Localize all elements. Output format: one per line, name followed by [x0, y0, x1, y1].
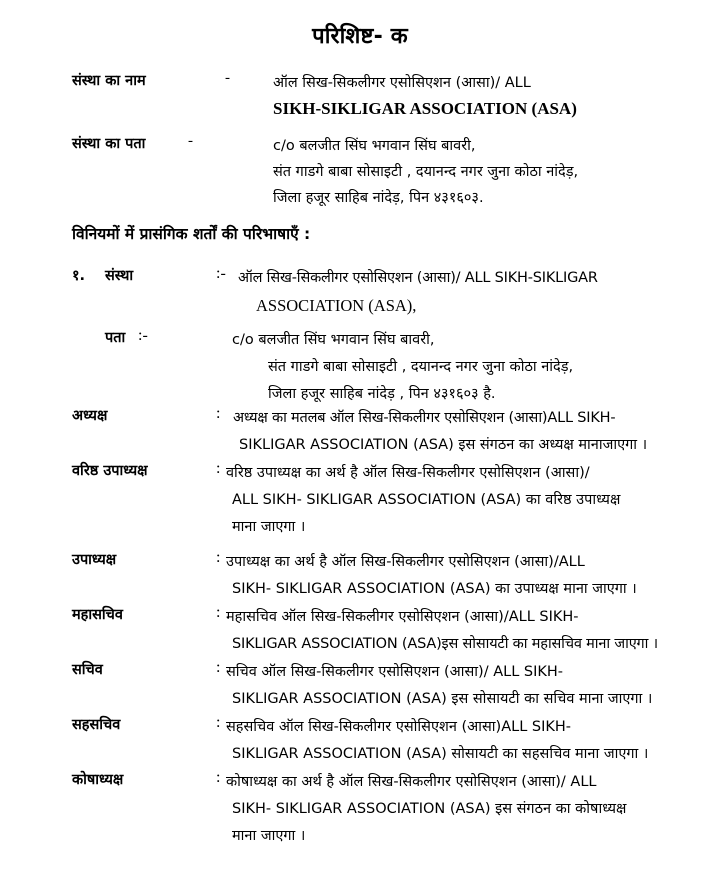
header-line: SIKH-SIKLIGAR ASSOCIATION (ASA) [273, 99, 577, 118]
definition-line: अध्यक्ष का मतलब ऑल सिख-सिकलीगर एसोसिएशन (आसा)ALL SIKH- [233, 410, 616, 426]
header-line: c/o बलजीत सिंघ भगवान सिंघ बावरी, [273, 138, 476, 154]
definition-line: c/o बलजीत सिंघ भगवान सिंघ बावरी, [232, 332, 435, 348]
definition-separator: : [216, 549, 221, 566]
header-line: जिला हजूर साहिब नांदेड़, पिन ४३१६०३. [273, 190, 484, 206]
definition-line: SIKLIGAR ASSOCIATION (ASA) इस संगठन का अध्यक्ष मानाजाएगा । [239, 437, 648, 453]
header-label-org-address: संस्था का पता [72, 136, 146, 152]
definition-body [226, 549, 637, 603]
definition-term: वरिष्ठ उपाध्यक्ष [72, 463, 148, 479]
definition-line: वरिष्ठ उपाध्यक्ष का अर्थ है ऑल सिख-सिकलीगर एसोसिएशन (आसा)/ [226, 465, 590, 481]
header-body-org-name [273, 70, 703, 122]
definition-term: उपाध्यक्ष [72, 552, 117, 568]
definition-term: महासचिव [72, 607, 123, 623]
definition-line: ALL SIKH- SIKLIGAR ASSOCIATION (ASA) का वरिष्ठ उपाध्यक्ष [232, 492, 621, 508]
definition-line: ASSOCIATION (ASA), [256, 296, 417, 315]
definition-number: १. [72, 268, 86, 284]
header-body-org-address [273, 133, 703, 211]
section-heading-definitions: विनियमों में प्रासंगिक शर्तों की परिभाषाएँ : [72, 225, 311, 243]
definition-separator: : [216, 604, 221, 621]
definition-body [226, 604, 658, 658]
definition-line: माना जाएगा । [232, 828, 306, 844]
definition-body [238, 265, 598, 319]
definition-body [226, 659, 652, 713]
definition-line: ऑल सिख-सिकलीगर एसोसिएशन (आसा)/ ALL SIKH-SIKLIGAR [238, 270, 598, 286]
header-label-org-name: संस्था का नाम [72, 73, 146, 89]
definition-separator: :- [138, 327, 148, 344]
definition-line: महासचिव ऑल सिख-सिकलीगर एसोसिएशन (आसा)/ALL SIKH- [226, 609, 579, 625]
definition-separator: : [216, 460, 221, 477]
header-line: ऑल सिख-सिकलीगर एसोसिएशन (आसा)/ ALL [273, 75, 531, 91]
definition-line: SIKLIGAR ASSOCIATION (ASA) इस सोसायटी का सचिव माना जाएगा । [232, 691, 653, 707]
header-separator-org-address: - [188, 133, 193, 149]
definition-separator: : [216, 769, 221, 786]
definition-line: जिला हजूर साहिब नांदेड़ , पिन ४३१६०३ है. [268, 386, 496, 402]
definition-body [232, 327, 573, 408]
definition-line: SIKLIGAR ASSOCIATION (ASA)इस सोसायटी का महासचिव माना जाएगा । [232, 636, 658, 652]
definition-term: कोषाध्यक्ष [72, 772, 124, 788]
definition-line: सचिव ऑल सिख-सिकलीगर एसोसिएशन (आसा)/ ALL SIKH- [226, 664, 564, 680]
definition-term: पता [105, 330, 126, 346]
definition-body [226, 714, 648, 768]
definition-body [233, 405, 647, 459]
definition-line: SIKH- SIKLIGAR ASSOCIATION (ASA) इस संगठन का कोषाध्यक्ष [232, 801, 627, 817]
definition-term: सहसचिव [72, 717, 121, 733]
definition-term: अध्यक्ष [72, 408, 108, 424]
page-title: परिशिष्ट- क [312, 24, 408, 49]
definition-separator: : [216, 659, 221, 676]
definition-line: SIKLIGAR ASSOCIATION (ASA) सोसायटी का सहसचिव माना जाएगा । [232, 746, 649, 762]
definition-line: सहसचिव ऑल सिख-सिकलीगर एसोसिएशन (आसा)ALL SIKH- [226, 719, 572, 735]
definition-term: संस्था [105, 268, 134, 284]
definition-body [226, 460, 620, 541]
header-separator-org-name: - [225, 70, 230, 86]
definition-body [226, 769, 626, 850]
definition-line: उपाध्यक्ष का अर्थ है ऑल सिख-सिकलीगर एसोसिएशन (आसा)/ALL [226, 554, 585, 570]
definition-line: संत गाडगे बाबा सोसाइटी , दयानन्द नगर जुना कोठा नांदेड़, [268, 359, 574, 375]
definition-separator: : [216, 405, 221, 422]
definition-line: SIKH- SIKLIGAR ASSOCIATION (ASA) का उपाध्यक्ष माना जाएगा । [232, 581, 637, 597]
definition-line: माना जाएगा । [232, 519, 306, 535]
definition-term: सचिव [72, 662, 103, 678]
header-line: संत गाडगे बाबा सोसाइटी , दयानन्द नगर जुना कोठा नांदेड़, [273, 164, 579, 180]
definition-line: कोषाध्यक्ष का अर्थ है ऑल सिख-सिकलीगर एसोसिएशन (आसा)/ ALL [226, 774, 597, 790]
definition-separator: :- [216, 265, 226, 282]
definition-separator: : [216, 714, 221, 731]
